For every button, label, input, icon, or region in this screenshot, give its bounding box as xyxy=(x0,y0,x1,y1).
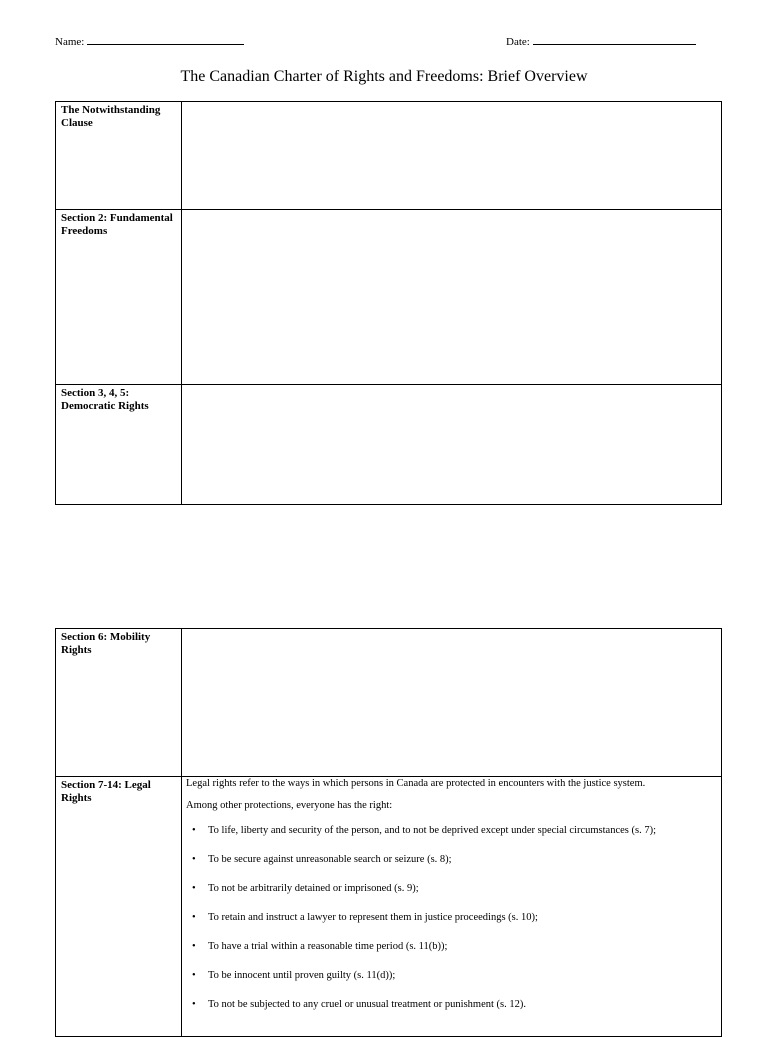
row-label-legal-rights: Section 7-14: Legal Rights xyxy=(56,777,182,1037)
legal-rights-intro: Legal rights refer to the ways in which persons in Canada are protected in encounters with the justice system. xyxy=(186,778,646,789)
list-item: • To be innocent until proven guilty (s. 11(d)); xyxy=(192,970,396,981)
list-item: • To have a trial within a reasonable time period (s. 11(b)); xyxy=(192,941,448,952)
table-row-notwithstanding xyxy=(56,102,722,210)
table-row-fundamental-freedoms xyxy=(56,210,722,385)
bullet-icon: • xyxy=(192,883,196,894)
bullet-icon: • xyxy=(192,941,196,952)
row-label-mobility-rights: Section 6: Mobility Rights xyxy=(56,629,182,777)
table-row-mobility-rights xyxy=(56,629,722,777)
name-label: Name: xyxy=(55,36,85,48)
bullet-icon: • xyxy=(192,825,196,836)
bullet-icon: • xyxy=(192,970,196,981)
legal-rights-lead: Among other protections, everyone has the right: xyxy=(186,800,393,811)
list-item: • To be secure against unreasonable search or seizure (s. 8); xyxy=(192,854,452,865)
legal-rights-list xyxy=(186,824,717,1012)
overview-table-1 xyxy=(55,101,722,505)
bullet-icon: • xyxy=(192,854,196,865)
date-field[interactable] xyxy=(506,34,696,48)
name-field[interactable] xyxy=(55,34,244,48)
list-item: • To life, liberty and security of the person, and to not be deprived except under special circumstances (s. 7); xyxy=(192,825,656,836)
date-label: Date: xyxy=(506,36,530,48)
list-item: • To not be subjected to any cruel or unusual treatment or punishment (s. 12). xyxy=(192,999,526,1010)
document-title: The Canadian Charter of Rights and Freedoms: Brief Overview xyxy=(180,68,588,85)
bullet-icon: • xyxy=(192,999,196,1010)
content-cell-legal-rights xyxy=(182,777,722,1037)
row-label-notwithstanding: The Notwithstanding Clause xyxy=(56,102,182,210)
answer-cell-notwithstanding[interactable] xyxy=(182,102,722,210)
row-label-democratic-rights: Section 3, 4, 5: Democratic Rights xyxy=(56,385,182,505)
list-item: • To retain and instruct a lawyer to represent them in justice proceedings (s. 10); xyxy=(192,912,538,923)
table-row-legal-rights xyxy=(56,777,722,1037)
answer-cell-fundamental-freedoms[interactable] xyxy=(182,210,722,385)
table-row-democratic-rights xyxy=(56,385,722,505)
list-item: • To not be arbitrarily detained or imprisoned (s. 9); xyxy=(192,883,419,894)
name-blank-line[interactable] xyxy=(87,34,244,45)
date-blank-line[interactable] xyxy=(533,34,696,45)
overview-table-2 xyxy=(55,628,722,1037)
answer-cell-mobility-rights[interactable] xyxy=(182,629,722,777)
answer-cell-democratic-rights[interactable] xyxy=(182,385,722,505)
row-label-fundamental-freedoms: Section 2: Fundamental Freedoms xyxy=(56,210,182,385)
bullet-icon: • xyxy=(192,912,196,923)
